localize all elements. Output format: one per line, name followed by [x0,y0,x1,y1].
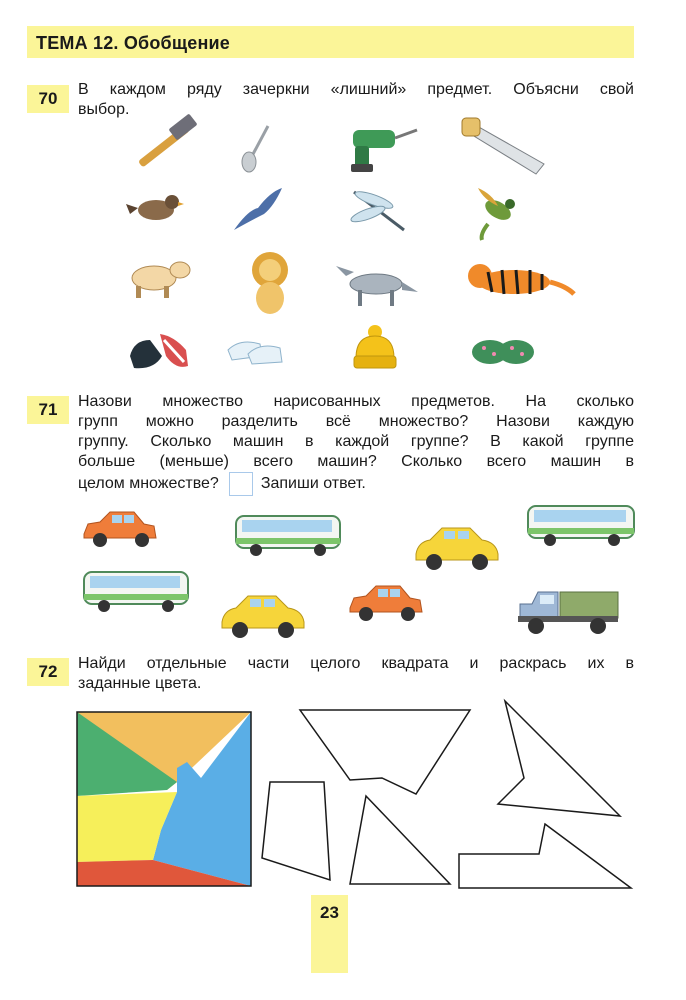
yellow-car-icon[interactable] [412,522,500,572]
shoes-icon[interactable] [226,330,284,366]
task-70-line-2: выбор. [78,101,130,118]
task-71-line-5-end: Запиши ответ. [260,475,366,493]
piece-outline-4[interactable] [346,784,456,888]
sparrow-icon[interactable] [124,190,184,230]
hammer-icon[interactable] [130,122,200,172]
truck-icon[interactable] [514,584,622,636]
task-71-line-5-start: целом множестве? [78,475,219,493]
task-70-number: 70 [27,85,69,113]
lion-icon[interactable] [246,250,296,320]
task-72-line-2: заданные цвета. [78,675,202,692]
spoon-icon[interactable] [238,122,278,174]
bus-icon[interactable] [526,504,636,550]
orange-car-icon[interactable] [346,580,426,622]
task-71-line-3: группу. Сколько машин в каждой группе? В какой группе [78,433,634,450]
tiger-icon[interactable] [462,258,582,308]
swallow-icon[interactable] [230,186,285,236]
task-71-line-4: больше (меньше) всего машин? Сколько всего машин в [78,453,634,470]
drill-icon[interactable] [345,120,420,175]
bird-icon[interactable] [470,184,530,242]
piece-outline-3[interactable] [258,774,338,886]
yellow-car-icon[interactable] [218,590,306,638]
bus-icon[interactable] [82,570,190,616]
task-71-line-1: Назови множество нарисованных предметов. На сколько [78,393,634,410]
cow-icon[interactable] [124,256,196,300]
task-71-number: 71 [27,396,69,424]
task-72-line-1: Найди отдельные части целого квадрата и раскрась их в [78,655,634,672]
task-71-line-5 [78,472,366,496]
page-number: 23 [320,903,339,922]
slippers-icon[interactable] [470,332,538,368]
knit-hat-icon[interactable] [350,324,400,372]
dragonfly-icon[interactable] [344,186,414,236]
task-71-line-2: групп можно разделить всё множество? Назови каждую [78,413,634,430]
bus-icon[interactable] [234,514,342,558]
orange-car-icon[interactable] [80,506,158,550]
answer-box[interactable] [229,472,253,496]
boots-icon[interactable] [124,326,196,374]
piece-outline-2[interactable] [490,698,630,823]
piece-outline-5[interactable] [455,820,635,890]
wolf-icon[interactable] [336,260,420,310]
task-70-line-1: В каждом ряду зачеркни «лишний» предмет. Объясни свой [78,81,634,98]
task-72-number: 72 [27,658,69,686]
saw-icon[interactable] [462,116,547,178]
colored-square-puzzle [77,712,253,888]
page-title: ТЕМА 12. Обобщение [36,33,230,53]
